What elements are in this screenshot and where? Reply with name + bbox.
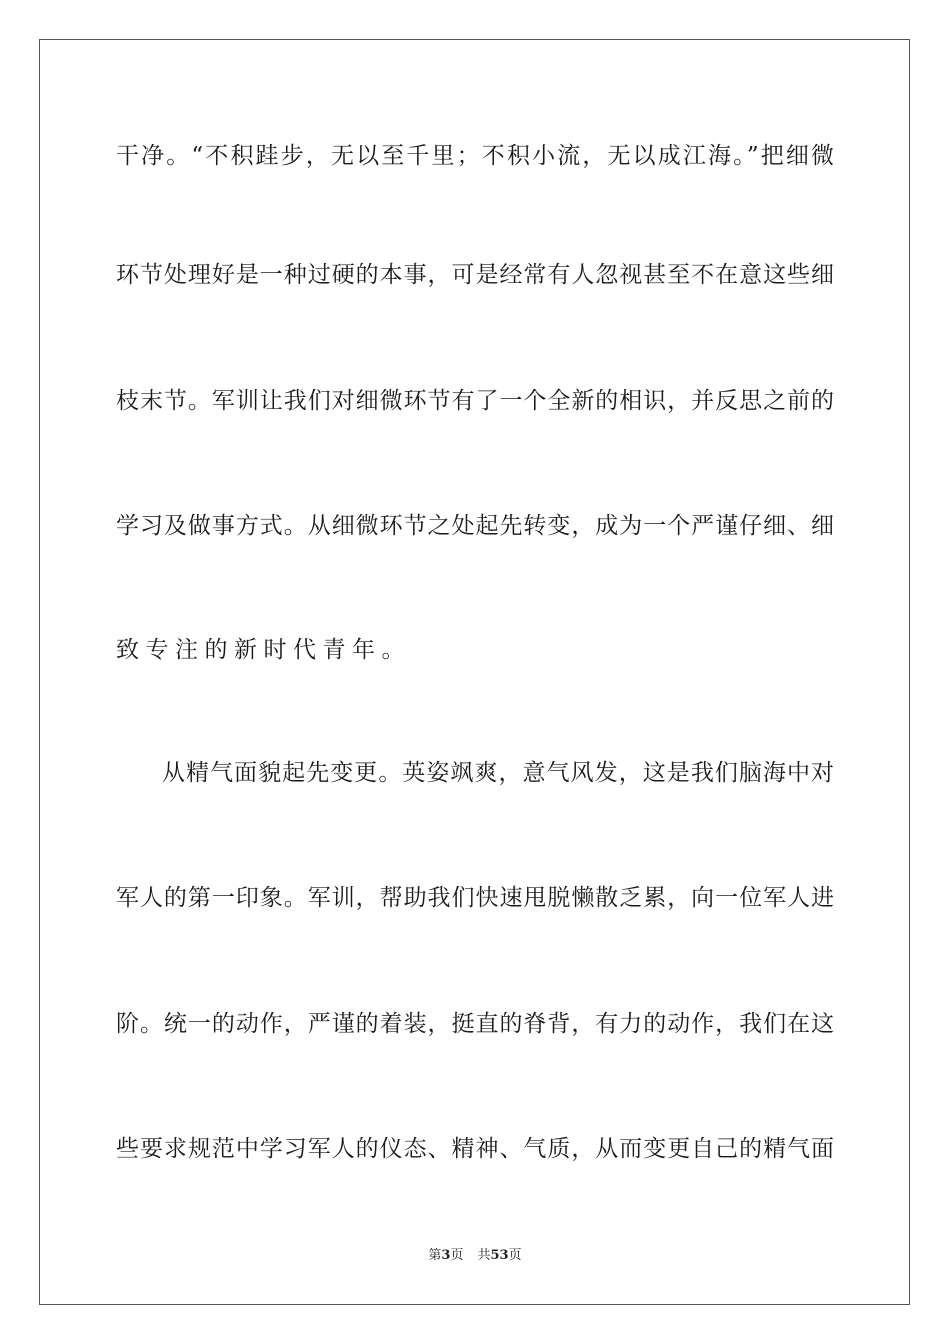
body-line-9: 些要求规范中学习军人的仪态、精神、气质，从而变更自己的精气面 <box>116 1136 834 1162</box>
footer-total-prefix: 共 <box>477 1248 491 1263</box>
body-line-3: 枝末节。军训让我们对细微环节有了一个全新的相识，并反思之前的 <box>116 388 834 414</box>
body-line-8: 阶。统一的动作，严谨的着装，挺直的脊背，有力的动作，我们在这 <box>116 1011 834 1037</box>
body-line-1: 干净。“不积跬步，无以至千里；不积小流，无以成江海。”把细微 <box>116 143 834 169</box>
footer-page-suffix: 页 <box>450 1248 464 1263</box>
body-line-5: 致专注的新时代青年。 <box>116 637 411 663</box>
footer-total-suffix: 页 <box>508 1248 522 1263</box>
body-line-4: 学习及做事方式。从细微环节之处起先转变，成为一个严谨仔细、细 <box>116 513 834 539</box>
body-line-6: 从精气面貌起先变更。英姿飒爽，意气风发，这是我们脑海中对 <box>162 760 834 786</box>
footer-page-number: 3 <box>441 1248 451 1263</box>
body-line-7: 军人的第一印象。军训，帮助我们快速甩脱懒散乏累，向一位军人进 <box>116 885 834 911</box>
footer-page-prefix: 第 <box>428 1248 442 1263</box>
body-line-2: 环节处理好是一种过硬的本事，可是经常有人忽视甚至不在意这些细 <box>116 262 834 288</box>
page-border <box>39 39 910 1305</box>
page-footer <box>0 1248 950 1264</box>
footer-total-number: 53 <box>490 1248 509 1263</box>
